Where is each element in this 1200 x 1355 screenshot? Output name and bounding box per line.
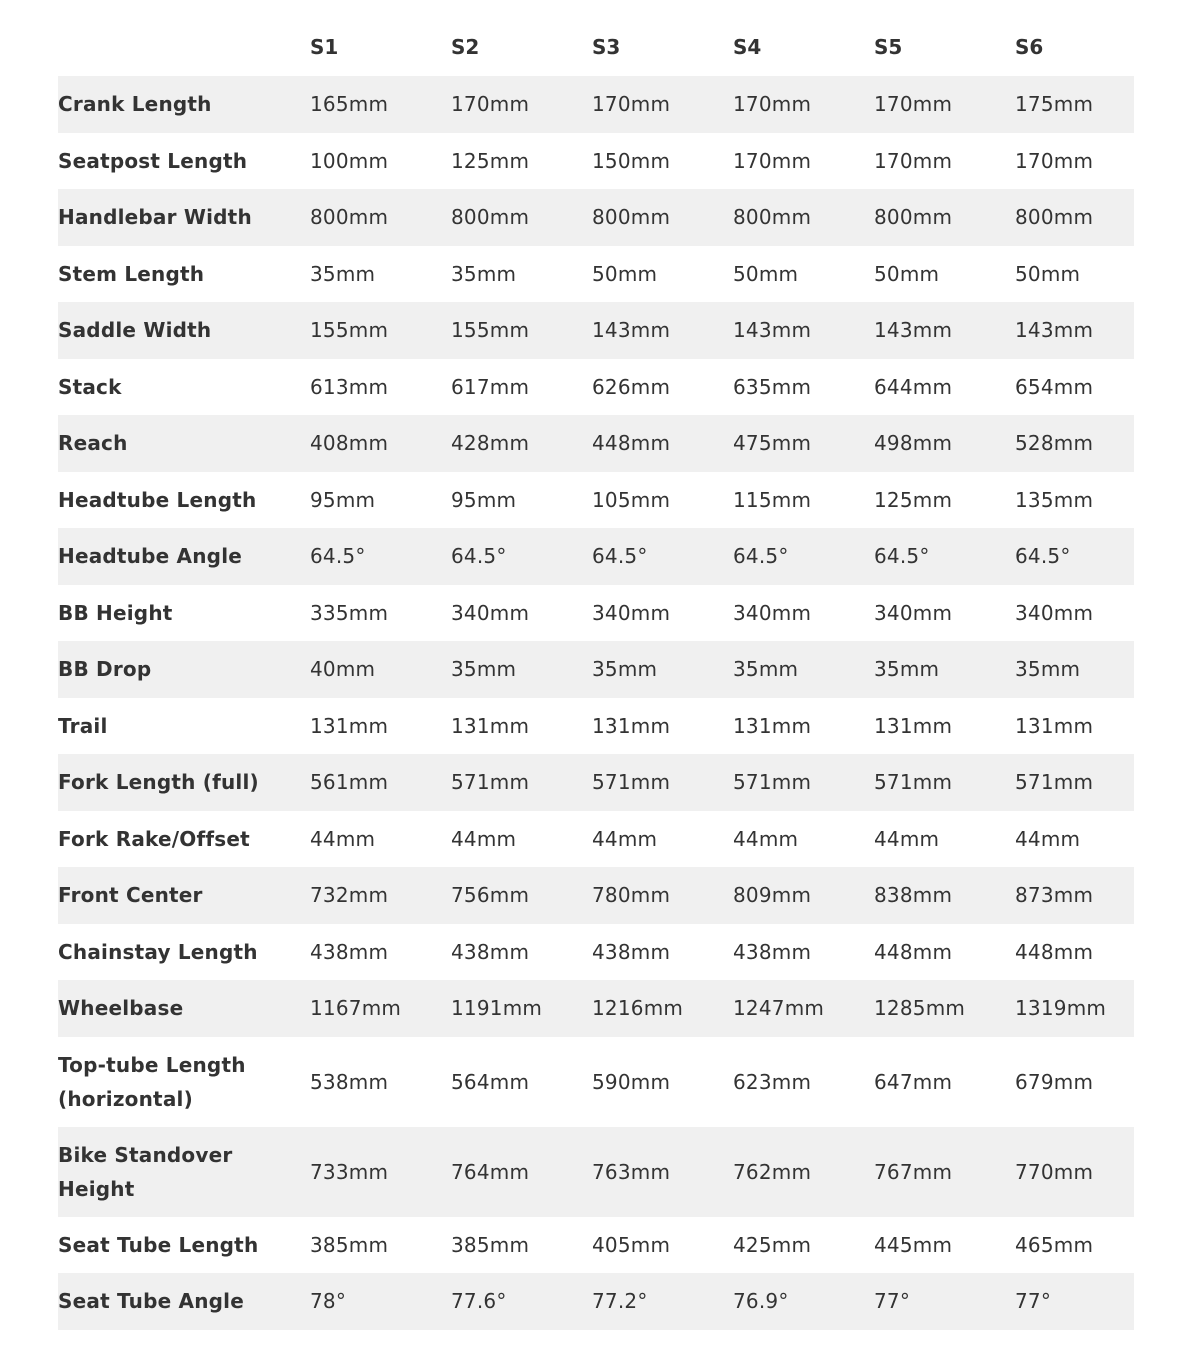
- cell-s2: 170mm: [451, 92, 530, 117]
- table-header: [58, 18, 1134, 76]
- cell-s1: 165mm: [310, 92, 389, 117]
- cell-s6: 44mm: [1015, 826, 1081, 851]
- cell-s5: 125mm: [874, 487, 953, 512]
- cell-s3: 405mm: [592, 1232, 671, 1257]
- cell-s4: 115mm: [733, 487, 812, 512]
- geometry-table: [58, 18, 1134, 1330]
- cell-s4: 438mm: [733, 939, 812, 964]
- row-label: Reach: [58, 431, 128, 456]
- header-size-s4: S4: [733, 35, 762, 59]
- cell-s1: 155mm: [310, 318, 389, 343]
- row-label: Crank Length: [58, 92, 212, 117]
- cell-s3: 448mm: [592, 431, 671, 456]
- cell-s5: 170mm: [874, 148, 953, 173]
- cell-s4: 131mm: [733, 713, 812, 738]
- cell-s6: 528mm: [1015, 431, 1094, 456]
- cell-s1: 538mm: [310, 1069, 389, 1094]
- cell-s6: 131mm: [1015, 713, 1094, 738]
- cell-s3: 780mm: [592, 883, 671, 908]
- row-label: Seat Tube Angle: [58, 1289, 244, 1314]
- cell-s3: 50mm: [592, 261, 658, 286]
- cell-s2: 428mm: [451, 431, 530, 456]
- table-row: [58, 698, 1134, 755]
- cell-s1: 561mm: [310, 770, 389, 795]
- cell-s6: 64.5°: [1015, 544, 1071, 569]
- row-label: Wheelbase: [58, 996, 184, 1021]
- header-size-s3: S3: [592, 35, 621, 59]
- table-row: [58, 472, 1134, 529]
- cell-s4: 64.5°: [733, 544, 789, 569]
- cell-s5: 767mm: [874, 1159, 953, 1184]
- cell-s6: 654mm: [1015, 374, 1094, 399]
- header-corner-cell: [58, 18, 310, 76]
- cell-s6: 1319mm: [1015, 996, 1107, 1021]
- cell-s5: 445mm: [874, 1232, 953, 1257]
- cell-s2: 571mm: [451, 770, 530, 795]
- cell-s1: 1167mm: [310, 996, 402, 1021]
- row-label: BB Drop: [58, 657, 152, 682]
- cell-s3: 44mm: [592, 826, 658, 851]
- cell-s2: 44mm: [451, 826, 517, 851]
- cell-s2: 95mm: [451, 487, 517, 512]
- cell-s4: 475mm: [733, 431, 812, 456]
- header-size-s1: S1: [310, 35, 339, 59]
- cell-s6: 571mm: [1015, 770, 1094, 795]
- row-label: Front Center: [58, 883, 203, 908]
- cell-s5: 644mm: [874, 374, 953, 399]
- cell-s5: 647mm: [874, 1069, 953, 1094]
- table-row: [58, 585, 1134, 642]
- table-row: [58, 867, 1134, 924]
- header-size-s2: S2: [451, 35, 480, 59]
- cell-s3: 150mm: [592, 148, 671, 173]
- cell-s4: 143mm: [733, 318, 812, 343]
- cell-s1: 40mm: [310, 657, 376, 682]
- cell-s3: 590mm: [592, 1069, 671, 1094]
- table-row: [58, 189, 1134, 246]
- cell-s1: 335mm: [310, 600, 389, 625]
- cell-s5: 448mm: [874, 939, 953, 964]
- cell-s3: 626mm: [592, 374, 671, 399]
- cell-s1: 95mm: [310, 487, 376, 512]
- row-label: Trail: [58, 713, 108, 738]
- cell-s4: 76.9°: [733, 1289, 789, 1314]
- cell-s4: 1247mm: [733, 996, 825, 1021]
- cell-s4: 623mm: [733, 1069, 812, 1094]
- cell-s1: 385mm: [310, 1232, 389, 1257]
- cell-s6: 35mm: [1015, 657, 1081, 682]
- cell-s5: 77°: [874, 1289, 911, 1314]
- cell-s2: 764mm: [451, 1159, 530, 1184]
- cell-s1: 732mm: [310, 883, 389, 908]
- row-label: BB Height: [58, 600, 173, 625]
- table-row: [58, 76, 1134, 133]
- table-row: [58, 1037, 1134, 1127]
- cell-s3: 571mm: [592, 770, 671, 795]
- cell-s2: 385mm: [451, 1232, 530, 1257]
- cell-s3: 64.5°: [592, 544, 648, 569]
- table-row: [58, 980, 1134, 1037]
- geometry-table-container: [58, 18, 1134, 1330]
- row-label: Seat Tube Length: [58, 1232, 259, 1257]
- cell-s6: 135mm: [1015, 487, 1094, 512]
- cell-s6: 448mm: [1015, 939, 1094, 964]
- cell-s1: 44mm: [310, 826, 376, 851]
- cell-s3: 35mm: [592, 657, 658, 682]
- cell-s2: 155mm: [451, 318, 530, 343]
- cell-s2: 125mm: [451, 148, 530, 173]
- cell-s5: 170mm: [874, 92, 953, 117]
- cell-s6: 77°: [1015, 1289, 1052, 1314]
- cell-s4: 635mm: [733, 374, 812, 399]
- cell-s5: 838mm: [874, 883, 953, 908]
- row-label: Seatpost Length: [58, 148, 248, 173]
- row-label: Stack: [58, 374, 122, 399]
- cell-s1: 64.5°: [310, 544, 366, 569]
- cell-s6: 143mm: [1015, 318, 1094, 343]
- cell-s1: 733mm: [310, 1159, 389, 1184]
- cell-s5: 35mm: [874, 657, 940, 682]
- cell-s3: 340mm: [592, 600, 671, 625]
- cell-s4: 35mm: [733, 657, 799, 682]
- row-label: Headtube Length: [58, 487, 257, 512]
- cell-s4: 571mm: [733, 770, 812, 795]
- table-row: [58, 133, 1134, 190]
- table-row: [58, 246, 1134, 303]
- cell-s5: 44mm: [874, 826, 940, 851]
- cell-s4: 44mm: [733, 826, 799, 851]
- table-row: [58, 811, 1134, 868]
- cell-s1: 131mm: [310, 713, 389, 738]
- cell-s2: 35mm: [451, 261, 517, 286]
- cell-s5: 143mm: [874, 318, 953, 343]
- cell-s2: 64.5°: [451, 544, 507, 569]
- header-size-s5: S5: [874, 35, 903, 59]
- header-row: [58, 18, 1134, 76]
- cell-s6: 800mm: [1015, 205, 1094, 230]
- cell-s2: 340mm: [451, 600, 530, 625]
- cell-s3: 143mm: [592, 318, 671, 343]
- cell-s4: 170mm: [733, 148, 812, 173]
- row-label: Bike Standover Height: [58, 1142, 233, 1201]
- table-body: [58, 76, 1134, 1330]
- row-label: Top-tube Length (horizontal): [58, 1052, 246, 1111]
- cell-s4: 800mm: [733, 205, 812, 230]
- cell-s3: 438mm: [592, 939, 671, 964]
- cell-s1: 78°: [310, 1289, 347, 1314]
- cell-s2: 438mm: [451, 939, 530, 964]
- cell-s1: 800mm: [310, 205, 389, 230]
- cell-s4: 340mm: [733, 600, 812, 625]
- cell-s4: 170mm: [733, 92, 812, 117]
- cell-s3: 1216mm: [592, 996, 684, 1021]
- cell-s4: 425mm: [733, 1232, 812, 1257]
- cell-s1: 613mm: [310, 374, 389, 399]
- cell-s3: 800mm: [592, 205, 671, 230]
- table-row: [58, 528, 1134, 585]
- cell-s6: 340mm: [1015, 600, 1094, 625]
- cell-s1: 35mm: [310, 261, 376, 286]
- cell-s5: 800mm: [874, 205, 953, 230]
- cell-s2: 77.6°: [451, 1289, 507, 1314]
- cell-s6: 170mm: [1015, 148, 1094, 173]
- cell-s2: 131mm: [451, 713, 530, 738]
- cell-s5: 64.5°: [874, 544, 930, 569]
- cell-s5: 340mm: [874, 600, 953, 625]
- table-row: [58, 754, 1134, 811]
- cell-s4: 809mm: [733, 883, 812, 908]
- cell-s3: 77.2°: [592, 1289, 648, 1314]
- cell-s1: 408mm: [310, 431, 389, 456]
- table-row: [58, 1127, 1134, 1217]
- row-label: Fork Length (full): [58, 770, 259, 795]
- cell-s3: 170mm: [592, 92, 671, 117]
- cell-s3: 105mm: [592, 487, 671, 512]
- cell-s4: 762mm: [733, 1159, 812, 1184]
- cell-s5: 571mm: [874, 770, 953, 795]
- table-row: [58, 1217, 1134, 1274]
- cell-s5: 1285mm: [874, 996, 966, 1021]
- header-size-s6: S6: [1015, 35, 1044, 59]
- cell-s2: 35mm: [451, 657, 517, 682]
- row-label: Headtube Angle: [58, 544, 243, 569]
- row-label: Chainstay Length: [58, 939, 258, 964]
- table-row: [58, 302, 1134, 359]
- cell-s2: 756mm: [451, 883, 530, 908]
- cell-s2: 564mm: [451, 1069, 530, 1094]
- row-label: Stem Length: [58, 261, 205, 286]
- table-row: [58, 359, 1134, 416]
- cell-s6: 770mm: [1015, 1159, 1094, 1184]
- cell-s5: 50mm: [874, 261, 940, 286]
- cell-s1: 438mm: [310, 939, 389, 964]
- table-row: [58, 641, 1134, 698]
- cell-s5: 498mm: [874, 431, 953, 456]
- cell-s6: 175mm: [1015, 92, 1094, 117]
- row-label: Handlebar Width: [58, 205, 252, 230]
- table-row: [58, 924, 1134, 981]
- cell-s5: 131mm: [874, 713, 953, 738]
- cell-s1: 100mm: [310, 148, 389, 173]
- cell-s3: 131mm: [592, 713, 671, 738]
- table-row: [58, 1273, 1134, 1330]
- cell-s2: 800mm: [451, 205, 530, 230]
- row-label: Fork Rake/Offset: [58, 826, 250, 851]
- cell-s6: 679mm: [1015, 1069, 1094, 1094]
- cell-s2: 1191mm: [451, 996, 543, 1021]
- cell-s4: 50mm: [733, 261, 799, 286]
- cell-s6: 50mm: [1015, 261, 1081, 286]
- cell-s6: 873mm: [1015, 883, 1094, 908]
- cell-s3: 763mm: [592, 1159, 671, 1184]
- table-row: [58, 415, 1134, 472]
- cell-s2: 617mm: [451, 374, 530, 399]
- cell-s6: 465mm: [1015, 1232, 1094, 1257]
- row-label: Saddle Width: [58, 318, 212, 343]
